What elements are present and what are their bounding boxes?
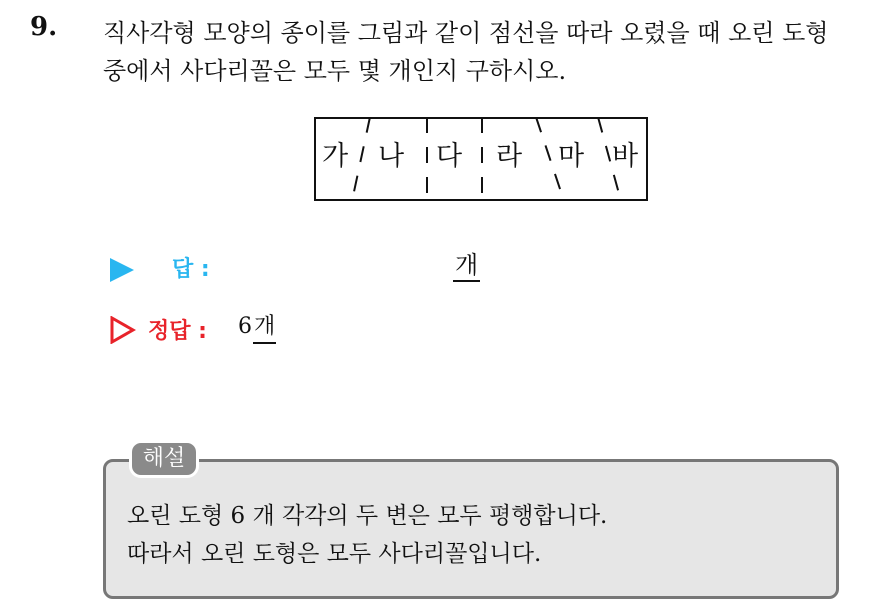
- question-text: [103, 14, 873, 90]
- rectangle-figure: [314, 117, 648, 201]
- correct-label: 정답 :: [148, 319, 207, 344]
- answer-label: 답 :: [172, 257, 210, 282]
- figure-label-ra: 라: [496, 141, 523, 172]
- question-line-2: 중에서 사다리꼴은 모두 몇 개인지 구하시오.: [103, 57, 567, 85]
- correct-row: [110, 314, 610, 348]
- cut-line-1: [352, 117, 370, 201]
- question-line-1: 직사각형 모양의 종이를 그림과 같이 점선을 따라 오렸을 때 오린 도형: [103, 19, 829, 47]
- question-number: 9.: [30, 12, 58, 42]
- answer-row: [110, 252, 610, 286]
- explanation-line-2: 따라서 오린 도형은 모두 사다리꼴입니다.: [127, 541, 542, 567]
- outline-triangle-icon: [110, 316, 136, 344]
- figure-label-ma: 마: [558, 141, 585, 172]
- play-triangle-icon: [110, 258, 134, 282]
- figure-lines: [314, 117, 648, 201]
- explanation-line-1: 오린 도형 6 개 각각의 두 변은 모두 평행합니다.: [127, 503, 608, 529]
- explanation-text: [127, 497, 827, 573]
- figure-label-ga: 가: [322, 141, 349, 172]
- figure-label-na: 나: [378, 141, 405, 172]
- figure-label-da: 다: [436, 141, 463, 172]
- figure-label-ba: 바: [612, 141, 639, 172]
- correct-unit: 개: [253, 312, 276, 344]
- explanation-tab: 해설: [129, 440, 199, 478]
- answer-unit: 개: [453, 250, 480, 282]
- correct-value: 6: [238, 314, 252, 339]
